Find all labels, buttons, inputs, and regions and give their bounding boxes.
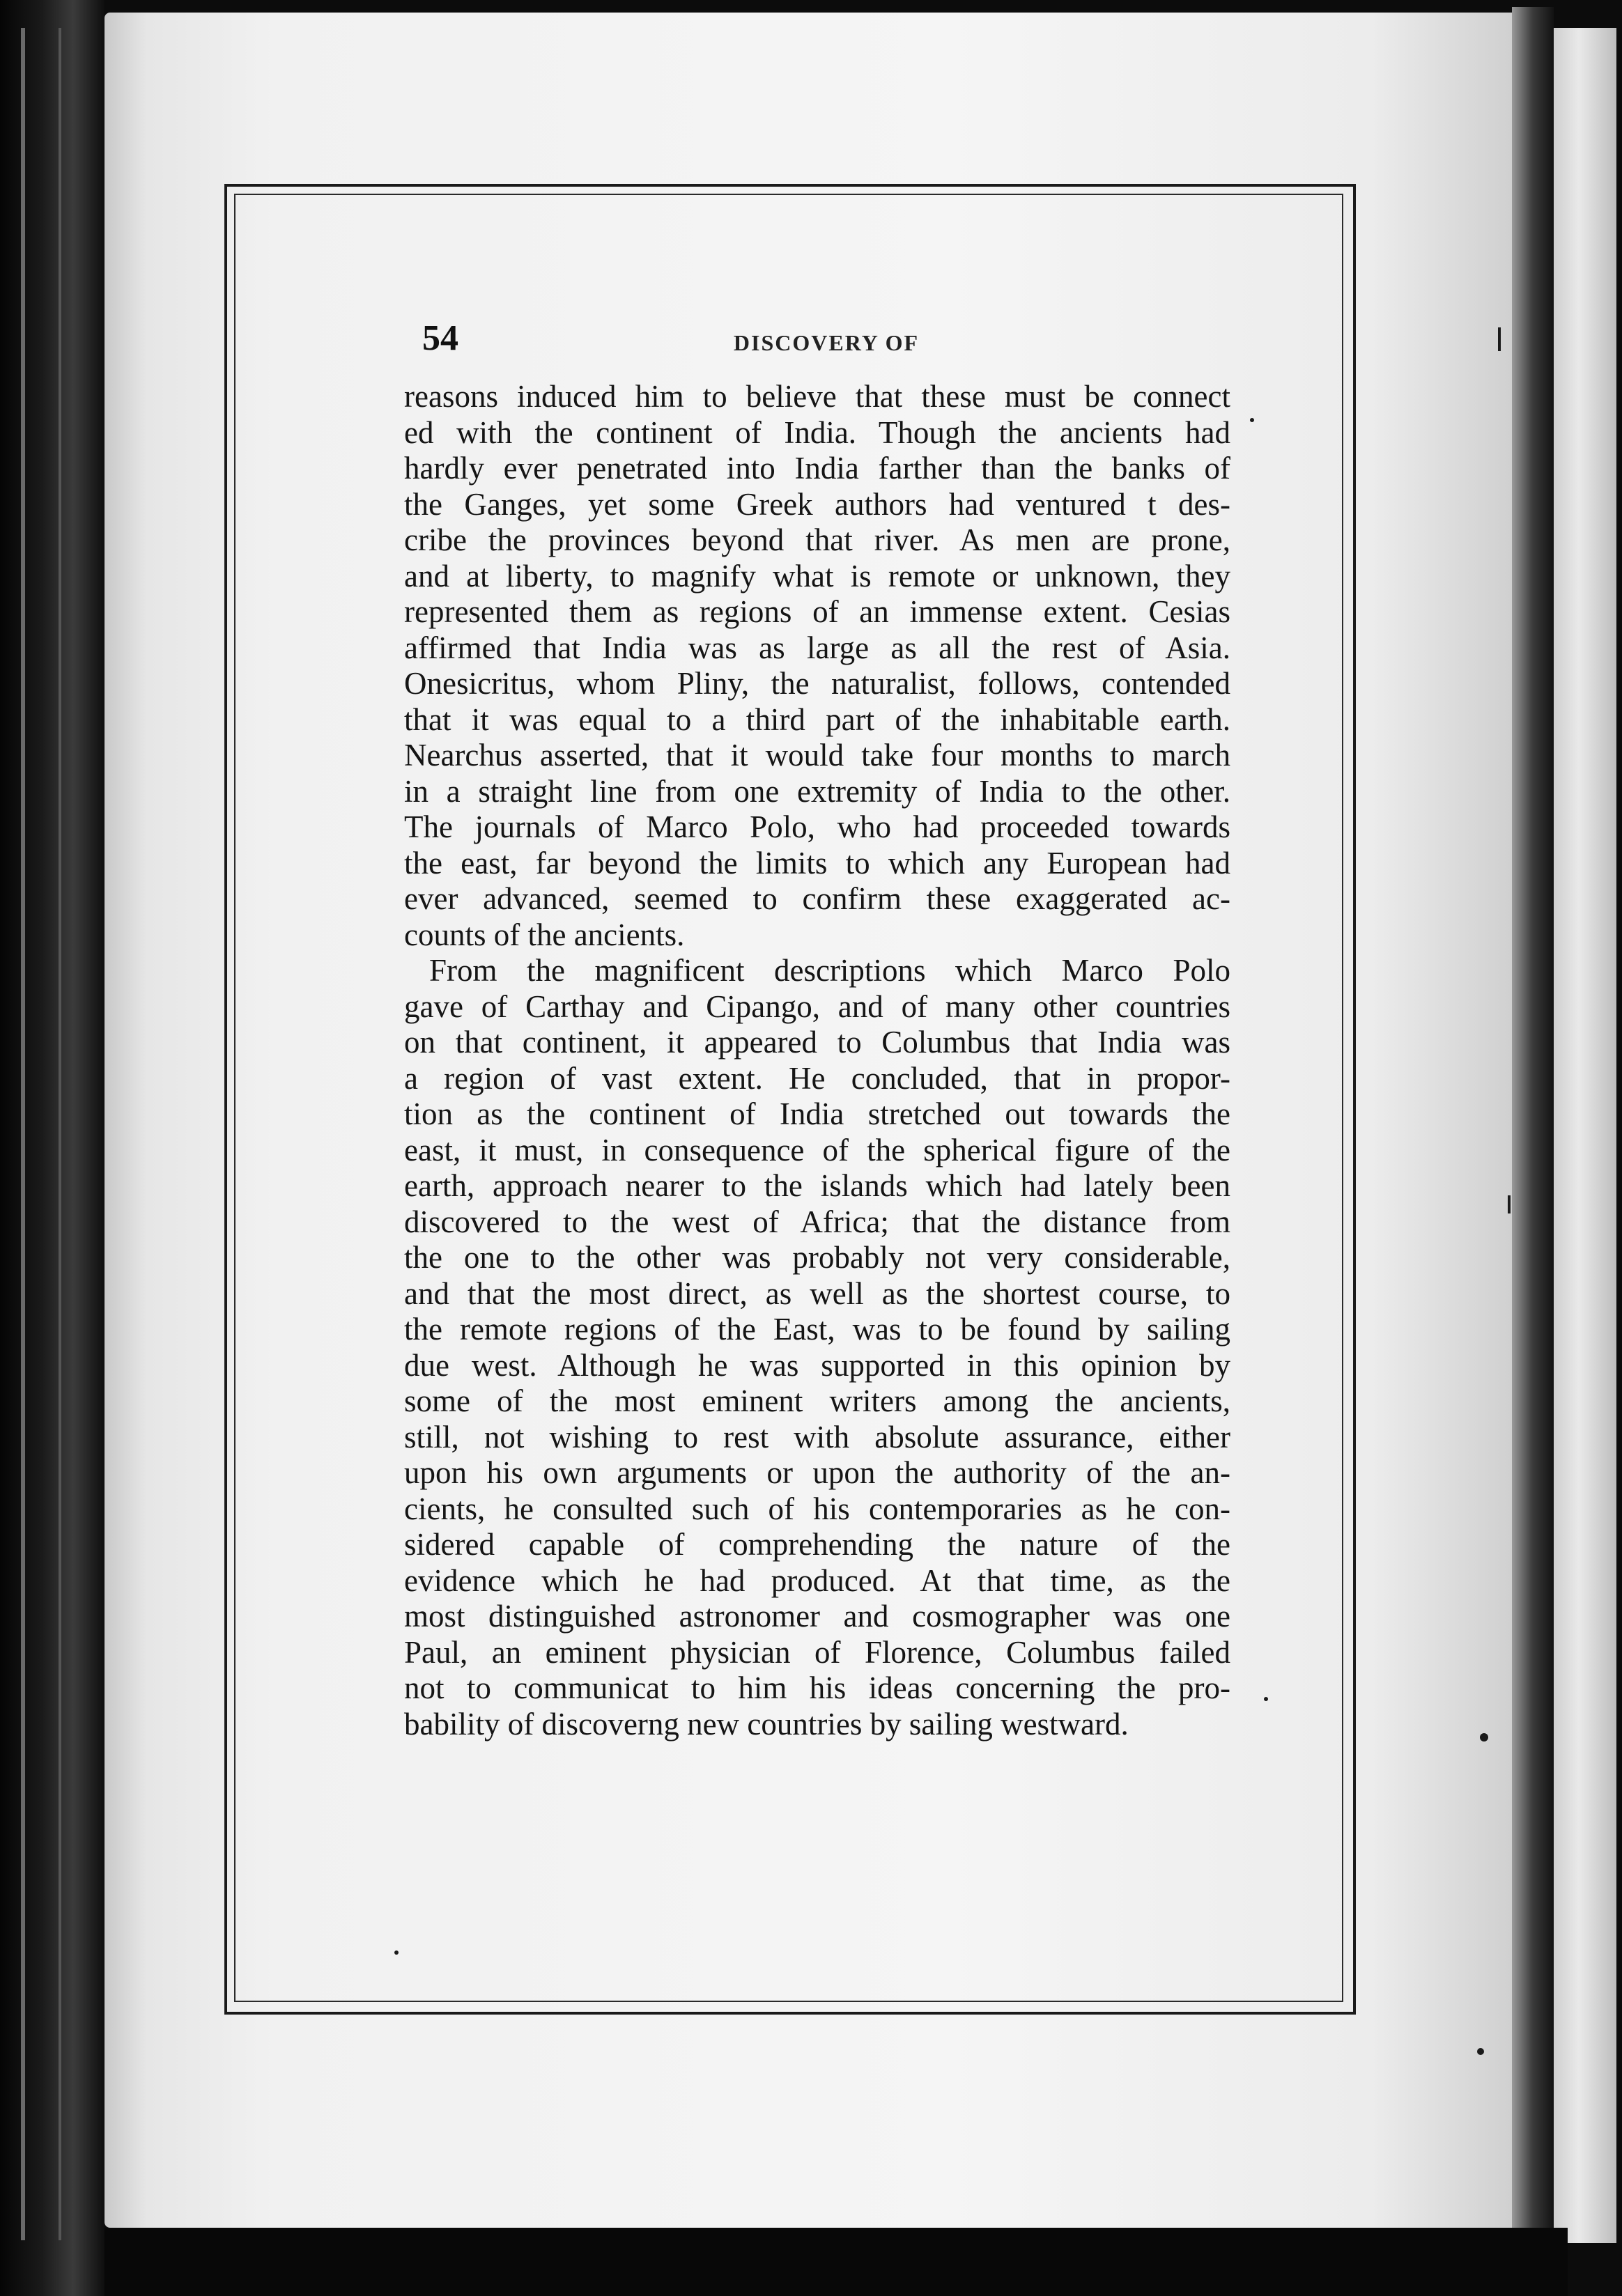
text-line: upon his own arguments or upon the authority of the an- [404,1455,1230,1490]
text-line: counts of the ancients. [404,917,685,952]
text-line: due west. Although he was supported in this opinion by [404,1347,1230,1383]
text-line: the east, far beyond the limits to which any European had [404,845,1230,881]
running-head: DISCOVERY OF [733,330,920,355]
text-line: The journals of Marco Polo, who had proceeded towards [404,809,1230,844]
text-line: a region of vast extent. He concluded, that in propor- [404,1060,1230,1096]
text-line: represented them as regions of an immense extent. Cesias [404,594,1230,629]
text-line: that it was equal to a third part of the inhabitable earth. [404,701,1230,737]
text-line: hardly ever penetrated into India farther than the banks of [404,451,1230,486]
text-line: the one to the other was probably not very considerable, [404,1240,1230,1275]
text-line: on that continent, it appeared to Columbus that India was [404,1025,1230,1060]
text-line: cients, he consulted such of his contemporaries as he con- [404,1491,1230,1526]
text-line: Onesicritus, whom Pliny, the naturalist, follows, contended [404,666,1230,701]
text-line: still, not wishing to rest with absolute assurance, either [404,1419,1230,1455]
page-bottom-edge [105,2228,1568,2296]
text-line: ever advanced, seemed to confirm these exaggerated ac- [404,881,1230,916]
text-line: and at liberty, to magnify what is remote or unknown, they [404,558,1230,594]
text-line: east, it must, in consequence of the spherical figure of the [404,1132,1230,1168]
text-line: cribe the provinces beyond that river. As men are prone, [404,522,1230,557]
next-page-edge [1554,28,1616,2243]
text-line: tion as the continent of India stretched out towards the [404,1096,1230,1131]
page-header [422,318,1230,366]
ink-speck [1498,327,1501,351]
ink-speck [1477,2048,1484,2055]
text-line: most distinguished astronomer and cosmographer was one [404,1599,1230,1634]
text-line: not to communicat to him his ideas concerning the pro- [404,1670,1230,1705]
text-line: affirmed that India was as large as all the rest of Asia. [404,630,1230,665]
ink-speck [1264,1697,1268,1701]
text-line: the Ganges, yet some Greek authors had ventured t des- [404,486,1230,522]
text-line: evidence which he had produced. At that time, as the [404,1562,1230,1598]
text-line: and that the most direct, as well as the shortest course, to [404,1275,1230,1311]
text-line: sidered capable of comprehending the nature of the [404,1527,1230,1562]
spine-edge-line [21,28,25,2240]
text-line: some of the most eminent writers among the ancients, [404,1383,1230,1418]
spine-edge-line [59,28,61,2240]
text-line: in a straight line from one extremity of India to the other. [404,773,1230,809]
text-line: Nearchus asserted, that it would take four months to march [404,738,1230,773]
text-line: From the magnificent descriptions which Marco Polo [429,953,1230,988]
ink-speck [1480,1733,1488,1742]
text-line: the remote regions of the East, was to be found by sailing [404,1312,1230,1347]
body-text [404,379,1230,1742]
ink-speck [1508,1195,1511,1213]
text-line: discovered to the west of Africa; that the distance from [404,1204,1230,1239]
book-spine [0,0,105,2296]
text-line: ed with the continent of India. Though the ancients had [404,414,1230,450]
text-line: gave of Carthay and Cipango, and of many other countries [404,988,1230,1024]
text-line: reasons induced him to believe that these must be connect [404,379,1230,414]
page-number: 54 [422,318,458,358]
ink-speck [394,1950,399,1955]
text-line: bability of discoverng new countries by sailing westward. [404,1706,1129,1742]
page-gutter [1512,7,1554,2236]
ink-speck [1250,418,1254,422]
text-line: earth, approach nearer to the islands which had lately been [404,1168,1230,1203]
text-line: Paul, an eminent physician of Florence, Columbus failed [404,1634,1230,1670]
